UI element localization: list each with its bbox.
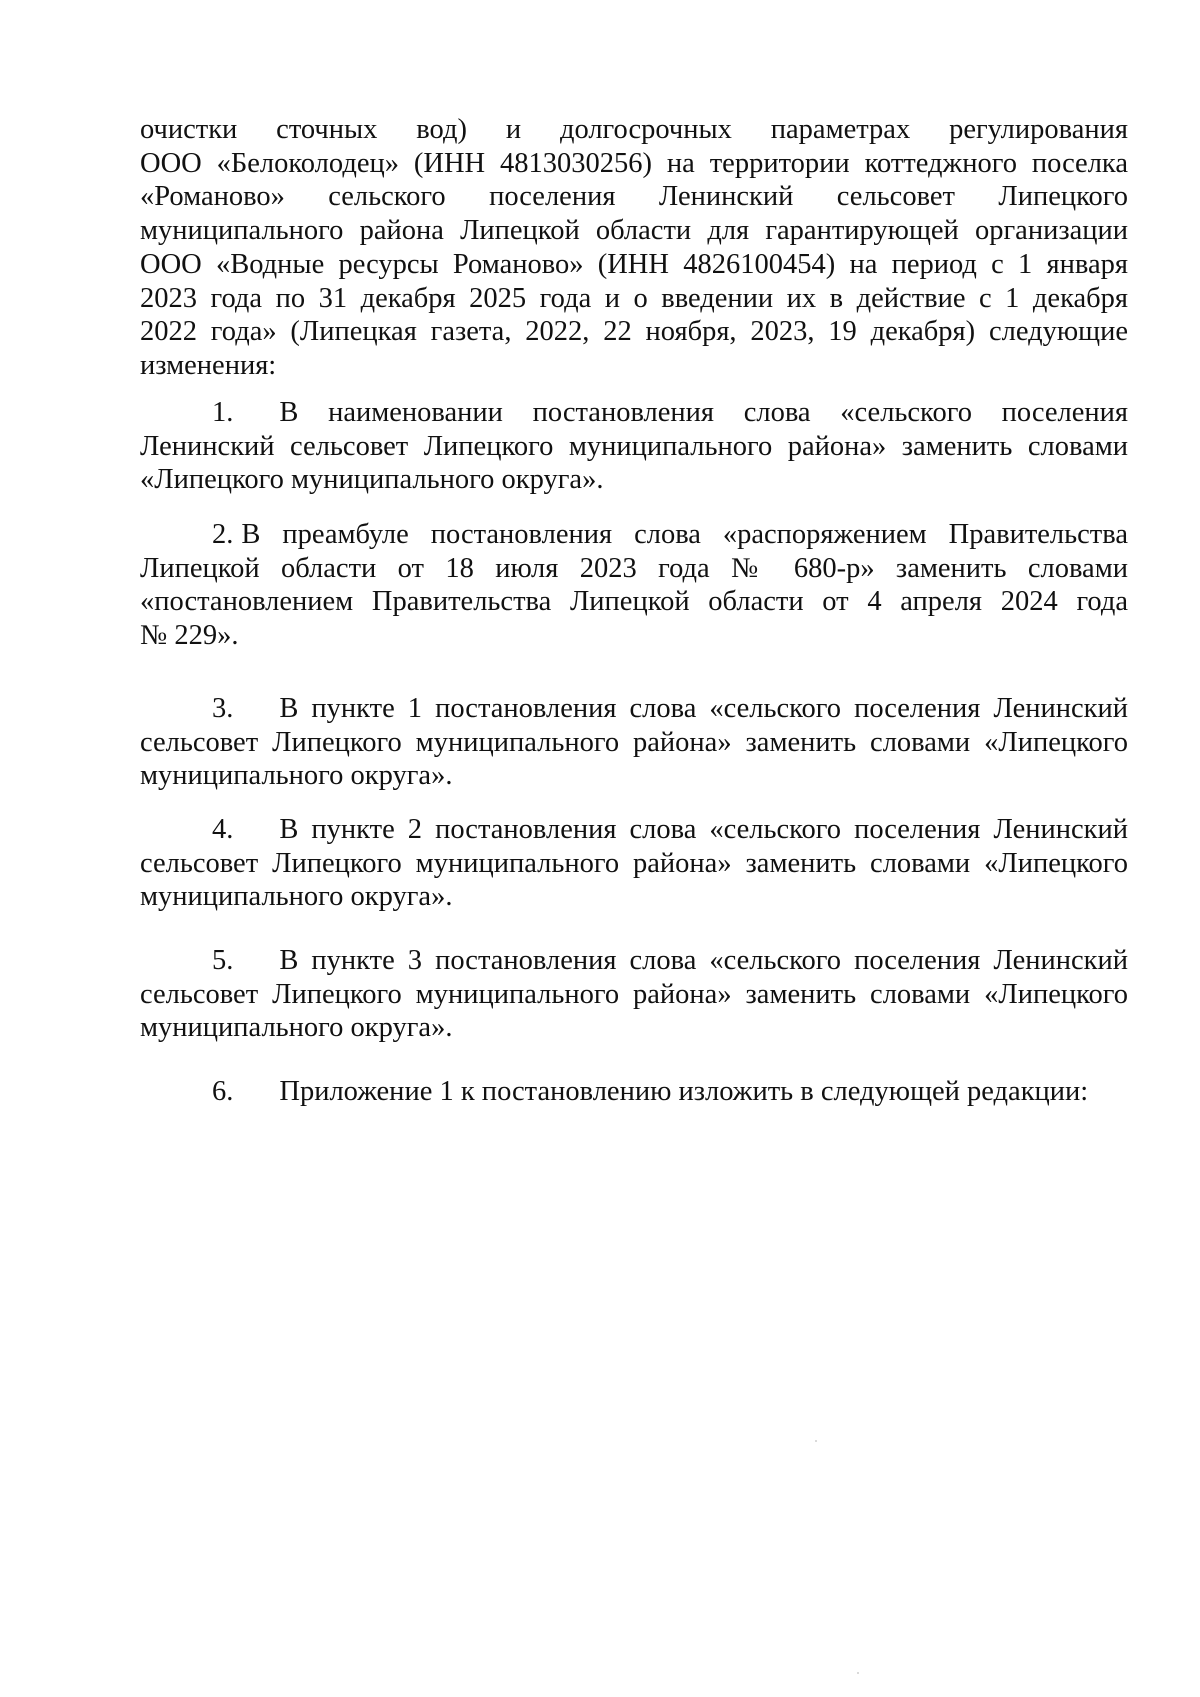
item-first-line (140, 1075, 1128, 1109)
intro-line: ООО «Водные ресурсы Романово» (ИНН 4826100454) на период с 1 января (140, 248, 1128, 280)
list-item (140, 518, 1128, 653)
item-first-line (140, 692, 1128, 726)
item-line: муниципального округа». (140, 1012, 453, 1044)
item-number: 2. (212, 519, 234, 550)
item-text: В пункте 3 постановления слова «сельского поселения Ленинский (279, 945, 1128, 976)
list-item (140, 692, 1128, 793)
item-line: Липецкой области от 18 июля 2023 года № 680-р» заменить словами (140, 552, 1128, 584)
list-item (140, 1075, 1128, 1109)
item-number: 3. (212, 693, 234, 724)
list-item (140, 944, 1128, 1045)
intro-line: муниципального района Липецкой области для гарантирующей организации (140, 215, 1128, 247)
scan-speck (815, 1440, 817, 1442)
item-line: сельсовет Липецкого муниципального района» заменить словами «Липецкого (140, 726, 1128, 758)
item-number: 5. (212, 945, 234, 976)
item-first-line (140, 813, 1128, 847)
item-text: В преамбуле постановления слова «распоряжением Правительства (241, 519, 1128, 550)
intro-line: «Романово» сельского поселения Ленинский сельсовет Липецкого (140, 181, 1128, 213)
item-number: 6. (212, 1076, 234, 1107)
item-text: Приложение 1 к постановлению изложить в следующей редакции: (279, 1076, 1089, 1107)
item-text: В пункте 1 постановления слова «сельского поселения Ленинский (279, 693, 1128, 724)
intro-line: 2023 года по 31 декабря 2025 года и о введении их в действие с 1 декабря (140, 282, 1128, 314)
item-number: 1. (212, 397, 234, 428)
item-line: муниципального округа». (140, 760, 453, 792)
item-first-line (140, 396, 1128, 430)
item-line: муниципального округа». (140, 881, 453, 913)
item-line: «Липецкого муниципального округа». (140, 464, 604, 496)
item-text: В пункте 2 постановления слова «сельского поселения Ленинский (279, 814, 1128, 845)
intro-paragraph (140, 113, 1128, 383)
list-item (140, 396, 1128, 497)
intro-line: изменения: (140, 349, 277, 381)
intro-line: ООО «Белоколодец» (ИНН 4813030256) на территории коттеджного поселка (140, 147, 1128, 179)
item-line: № 229». (140, 620, 239, 652)
item-text: В наименовании постановления слова «сельского поселения (279, 397, 1128, 428)
item-line: сельсовет Липецкого муниципального района» заменить словами «Липецкого (140, 978, 1128, 1010)
item-line: сельсовет Липецкого муниципального района» заменить словами «Липецкого (140, 847, 1128, 879)
scan-speck (857, 1672, 859, 1674)
item-first-line (140, 518, 1128, 552)
list-item (140, 813, 1128, 914)
intro-line: 2022 года» (Липецкая газета, 2022, 22 ноября, 2023, 19 декабря) следующие (140, 316, 1128, 348)
item-line: Ленинский сельсовет Липецкого муниципального района» заменить словами (140, 430, 1128, 462)
item-line: «постановлением Правительства Липецкой области от 4 апреля 2024 года (140, 586, 1128, 618)
item-first-line (140, 944, 1128, 978)
intro-line: очистки сточных вод) и долгосрочных параметрах регулирования (140, 114, 1128, 145)
item-number: 4. (212, 814, 234, 845)
